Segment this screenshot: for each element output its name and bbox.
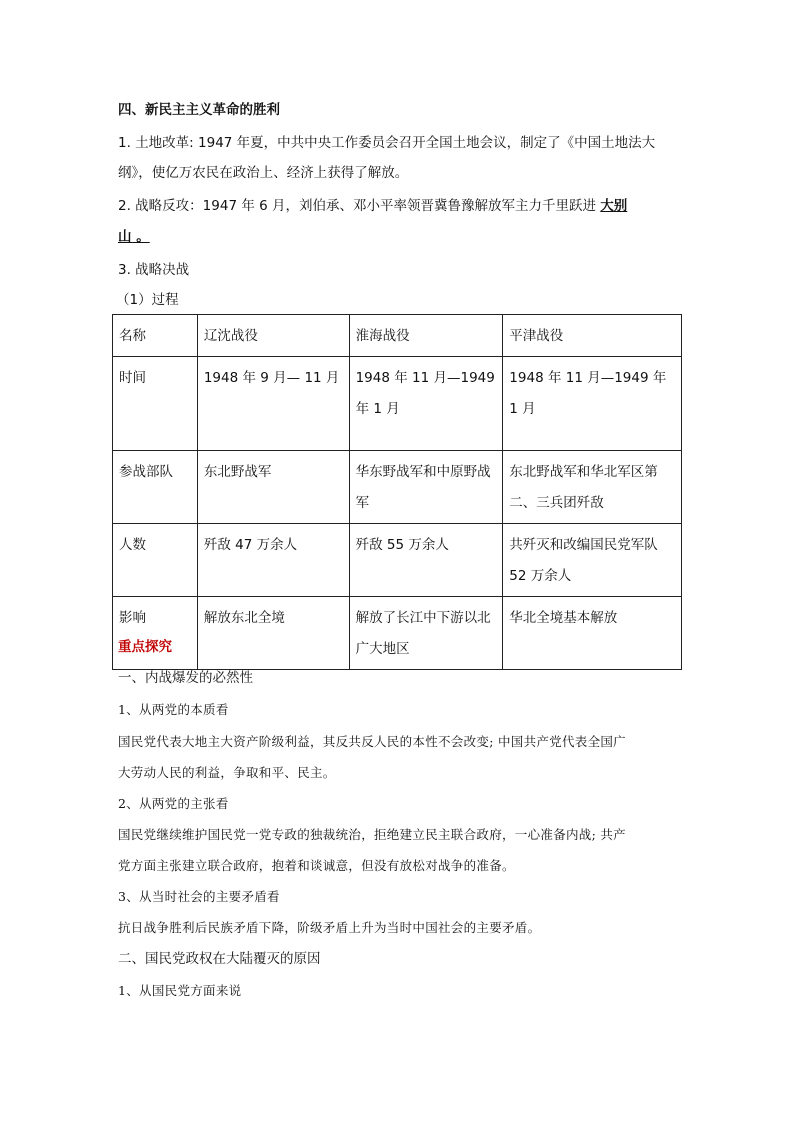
table-cell: 华北全境基本解放 [503, 597, 682, 670]
table-row [113, 451, 682, 524]
focus-title: 重点探究 [118, 639, 172, 655]
table-cell: 1948 年 11 月—1949 年 1 月 [349, 357, 503, 451]
table-cell: 华东野战军和中原野战军 [349, 451, 503, 524]
item3: 3. 战略决战 [118, 262, 190, 278]
point1-title: 1、从两党的本质看 [118, 702, 229, 717]
point2-line2: 党方面主张建立联合政府，抱着和谈诚意，但没有放松对战争的准备。 [118, 858, 515, 873]
item1-line1: 1. 土地改革: 1947 年夏，中共中央工作委员会召开全国土地会议，制定了《中国土地法大 [118, 135, 656, 151]
table-header-cell: 淮海战役 [349, 315, 503, 357]
table-cell: 解放东北全境 [197, 597, 349, 670]
table-cell: 解放了长江中下游以北广大地区 [349, 597, 503, 670]
table-cell: 东北野战军和华北军区第二、三兵团歼敌 [503, 451, 682, 524]
row-label: 影响 [113, 597, 198, 670]
table-header-cell: 辽沈战役 [197, 315, 349, 357]
table-header-cell: 名称 [113, 315, 198, 357]
table-cell: 1948 年 11 月—1949 年 1 月 [503, 357, 682, 451]
focus-heading-2: 二、国民党政权在大陆覆灭的原因 [118, 951, 321, 967]
table-cell: 东北野战军 [197, 451, 349, 524]
campaign-table [112, 314, 682, 670]
table-header-row [113, 315, 682, 357]
reason1-title: 1、从国民党方面来说 [118, 983, 242, 998]
row-label: 人数 [113, 524, 198, 597]
row-label: 时间 [113, 357, 198, 451]
item1-line2: 纲》，使亿万农民在政治上、经济上获得了解放。 [118, 165, 409, 181]
focus-heading-1: 一、内战爆发的必然性 [118, 670, 253, 686]
point1-line1: 国民党代表大地主大资产阶级利益，其反共反人民的本性不会改变; 中国共产党代表全国广 [118, 734, 626, 749]
point3-line1: 抗日战争胜利后民族矛盾下降，阶级矛盾上升为当时中国社会的主要矛盾。 [118, 920, 541, 935]
table-row [113, 597, 682, 670]
point2-line1: 国民党继续维护国民党一党专政的独裁统治，拒绝建立民主联合政府，一心准备内战; 共产 [118, 827, 626, 842]
point3-title: 3、从当时社会的主要矛盾看 [118, 889, 280, 904]
row-label: 参战部队 [113, 451, 198, 524]
item2-line2 [118, 227, 150, 247]
item2-text: 2. 战略反攻：1947 年 6 月，刘伯承、邓小平率领晋冀鲁豫解放军主力千里跃进 [118, 198, 601, 214]
item2-line1 [118, 196, 627, 216]
table-cell: 1948 年 9 月— 11 月 [197, 357, 349, 451]
table-cell: 共歼灭和改编国民党军队 52 万余人 [503, 524, 682, 597]
item2-blank-answer: 大别 [600, 198, 628, 214]
point1-line2: 大劳动人民的利益，争取和平、民主。 [118, 765, 336, 780]
table-row [113, 357, 682, 451]
section-heading: 四、新民主主义革命的胜利 [118, 102, 280, 118]
point2-title: 2、从两党的主张看 [118, 796, 229, 811]
item2-blank-answer-cont: 山 。 [118, 229, 150, 245]
sub-heading-process: （1）过程 [116, 292, 179, 308]
table-cell: 歼敌 55 万余人 [349, 524, 503, 597]
table-row [113, 524, 682, 597]
table-cell: 歼敌 47 万余人 [197, 524, 349, 597]
table-header-cell: 平津战役 [503, 315, 682, 357]
